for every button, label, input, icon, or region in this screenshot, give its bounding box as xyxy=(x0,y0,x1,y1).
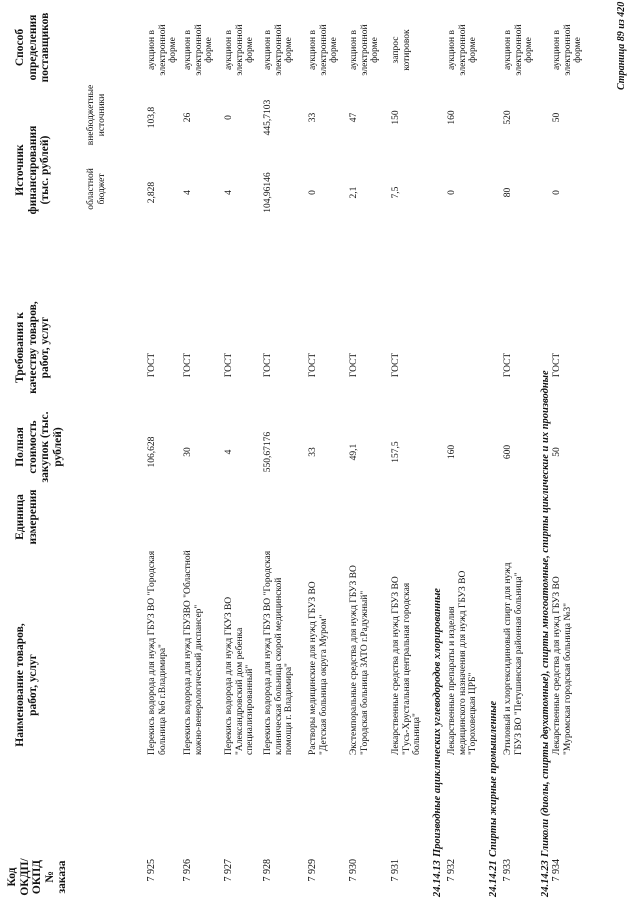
row-name: Экстемпоральные средства для нужд ГБУЗ ВО "Городская больница ЗАТО г.Радужный" xyxy=(349,565,370,755)
row-req: ГОСТ xyxy=(147,352,157,378)
row-cost: 30 xyxy=(183,447,193,457)
row-code: 7 929 xyxy=(307,859,318,882)
row-name: Этиловый и хлоргексидиновый спирт для нужд ГБУЗ ВО "Петушинская районная больница" xyxy=(503,562,524,755)
row-offbudget: 0 xyxy=(224,115,234,120)
group-heading xyxy=(540,370,551,897)
row-code: 7 931 xyxy=(390,859,401,882)
row-offbudget: 47 xyxy=(349,112,359,123)
header-requirements: Требования к качеству товаров, работ, услуг xyxy=(14,301,51,394)
row-offbudget: 520 xyxy=(503,110,513,125)
row-code: 7 928 xyxy=(262,859,273,882)
row-cost: 157,5 xyxy=(391,441,401,463)
row-offbudget: 103,8 xyxy=(147,106,157,129)
row-offbudget: 26 xyxy=(183,112,193,123)
header-fin-regional: областной бюджет xyxy=(86,168,107,210)
row-regional: 0 xyxy=(447,190,457,195)
row-offbudget: 445,7103 xyxy=(263,99,273,136)
header-unit: Единица измерения xyxy=(14,489,39,545)
row-name: Лекарственные средства для нужд ГБУЗ ВО "Муромская городская больница №3" xyxy=(552,576,573,755)
row-req: ГОСТ xyxy=(308,352,318,378)
header-fin-offbudget: внебюджетные источники xyxy=(86,84,107,146)
group-code: 24.14.21 xyxy=(488,860,499,897)
row-method: аукцион в электронной форме xyxy=(183,24,214,76)
row-regional: 104,96146 xyxy=(263,172,273,213)
row-req: ГОСТ xyxy=(183,352,193,378)
row-method: аукцион в электронной форме xyxy=(349,24,380,76)
row-method: аукцион в электронной форме xyxy=(224,24,255,76)
row-method: аукцион в электронной форме xyxy=(447,24,478,76)
row-offbudget: 150 xyxy=(391,110,401,125)
row-req: ГОСТ xyxy=(349,352,359,378)
header-name: Наименование товаров, работ, услуг xyxy=(14,623,39,747)
row-regional: 2,828 xyxy=(147,181,157,204)
row-cost: 550,67176 xyxy=(263,431,273,473)
row-regional: 4 xyxy=(224,190,234,195)
row-cost: 4 xyxy=(224,449,234,455)
row-name: Перекись водорода для нужд ГБУЗ ВО "Городская клиническая больница скорой медицинской помощи г. Владимира" xyxy=(263,550,294,755)
row-req: ГОСТ xyxy=(552,352,562,378)
group-code: 24.14.13 xyxy=(432,860,443,897)
row-req: ГОСТ xyxy=(391,352,401,378)
row-method: аукцион в электронной форме xyxy=(552,24,583,76)
row-method: аукцион в электронной форме xyxy=(308,24,339,76)
row-cost: 33 xyxy=(308,447,318,457)
row-method: аукцион в электронной форме xyxy=(503,24,534,76)
group-title: Гликоли (диолы, спирты двухатомные), спирты многоатомные, спирты циклические и их производные xyxy=(540,370,551,857)
row-req: ГОСТ xyxy=(503,352,513,378)
row-regional: 80 xyxy=(503,187,513,198)
group-heading xyxy=(488,701,499,897)
row-name: Лекарственные средства для нужд ГБУЗ ВО "Гусь-Хрустальная центральная городская больница" xyxy=(391,576,422,755)
header-code: Код ОКДП/ ОКПД № заказа xyxy=(6,858,68,896)
header-method: Способ определения поставщиков xyxy=(14,12,51,83)
row-req: ГОСТ xyxy=(224,352,234,378)
row-regional: 7,5 xyxy=(391,186,401,199)
row-regional: 0 xyxy=(552,190,562,195)
row-method: аукцион в электронной форме xyxy=(263,24,294,76)
row-code: 7 927 xyxy=(223,859,234,882)
row-method: запрос котировок xyxy=(391,29,412,71)
row-cost: 160 xyxy=(447,444,457,460)
row-req: ГОСТ xyxy=(263,352,273,378)
row-code: 7 930 xyxy=(348,859,359,882)
row-name: Растворы медицинские для нужд ГБУЗ ВО "Детская больница округа Муром" xyxy=(308,581,329,755)
group-code: 24.14.23 xyxy=(540,860,551,897)
row-cost: 49,1 xyxy=(349,443,359,461)
header-cost: Полная стоимость закупок (тыс. рублей) xyxy=(14,411,64,483)
page-number: Страница 89 из 420 xyxy=(616,1,627,90)
row-name: Перекись водорода для нужд ГБУЗ ВО "Городская больница №6 г.Владимира" xyxy=(147,550,168,755)
row-offbudget: 160 xyxy=(447,110,457,125)
row-offbudget: 33 xyxy=(308,112,318,123)
row-code: 7 925 xyxy=(146,859,157,882)
row-cost: 50 xyxy=(552,447,562,457)
header-financing: Источник финансирования (тыс. рублей) xyxy=(14,125,51,215)
row-name: Перекись водорода для нужд ГКУЗ ВО "Александровский дом ребенка специализированный" xyxy=(224,596,255,755)
row-cost: 600 xyxy=(503,444,513,460)
row-cost: 106,628 xyxy=(147,436,157,468)
row-code: 7 932 xyxy=(446,859,457,882)
row-code: 7 933 xyxy=(502,859,513,882)
group-heading xyxy=(432,588,443,897)
row-name: Лекарственные препараты и изделия медицинского назначения для нужд ГБУЗ ВО "Гороховецкая ЦРБ" xyxy=(447,570,478,755)
row-code: 7 926 xyxy=(182,859,193,882)
row-method: аукцион в электронной форме xyxy=(147,24,178,76)
row-regional: 2,1 xyxy=(349,186,359,199)
row-code: 7 934 xyxy=(551,859,562,882)
row-name: Перекись водорода для нужд ГБУЗВО "Областной кожно-венерологический диспансер" xyxy=(183,550,204,755)
row-regional: 4 xyxy=(183,190,193,195)
row-regional: 0 xyxy=(308,190,318,195)
group-title: Спирты жирные промышленные xyxy=(488,700,499,857)
group-title: Производные ациклических углеводородов хлорированные xyxy=(432,588,443,857)
row-offbudget: 50 xyxy=(552,112,562,123)
